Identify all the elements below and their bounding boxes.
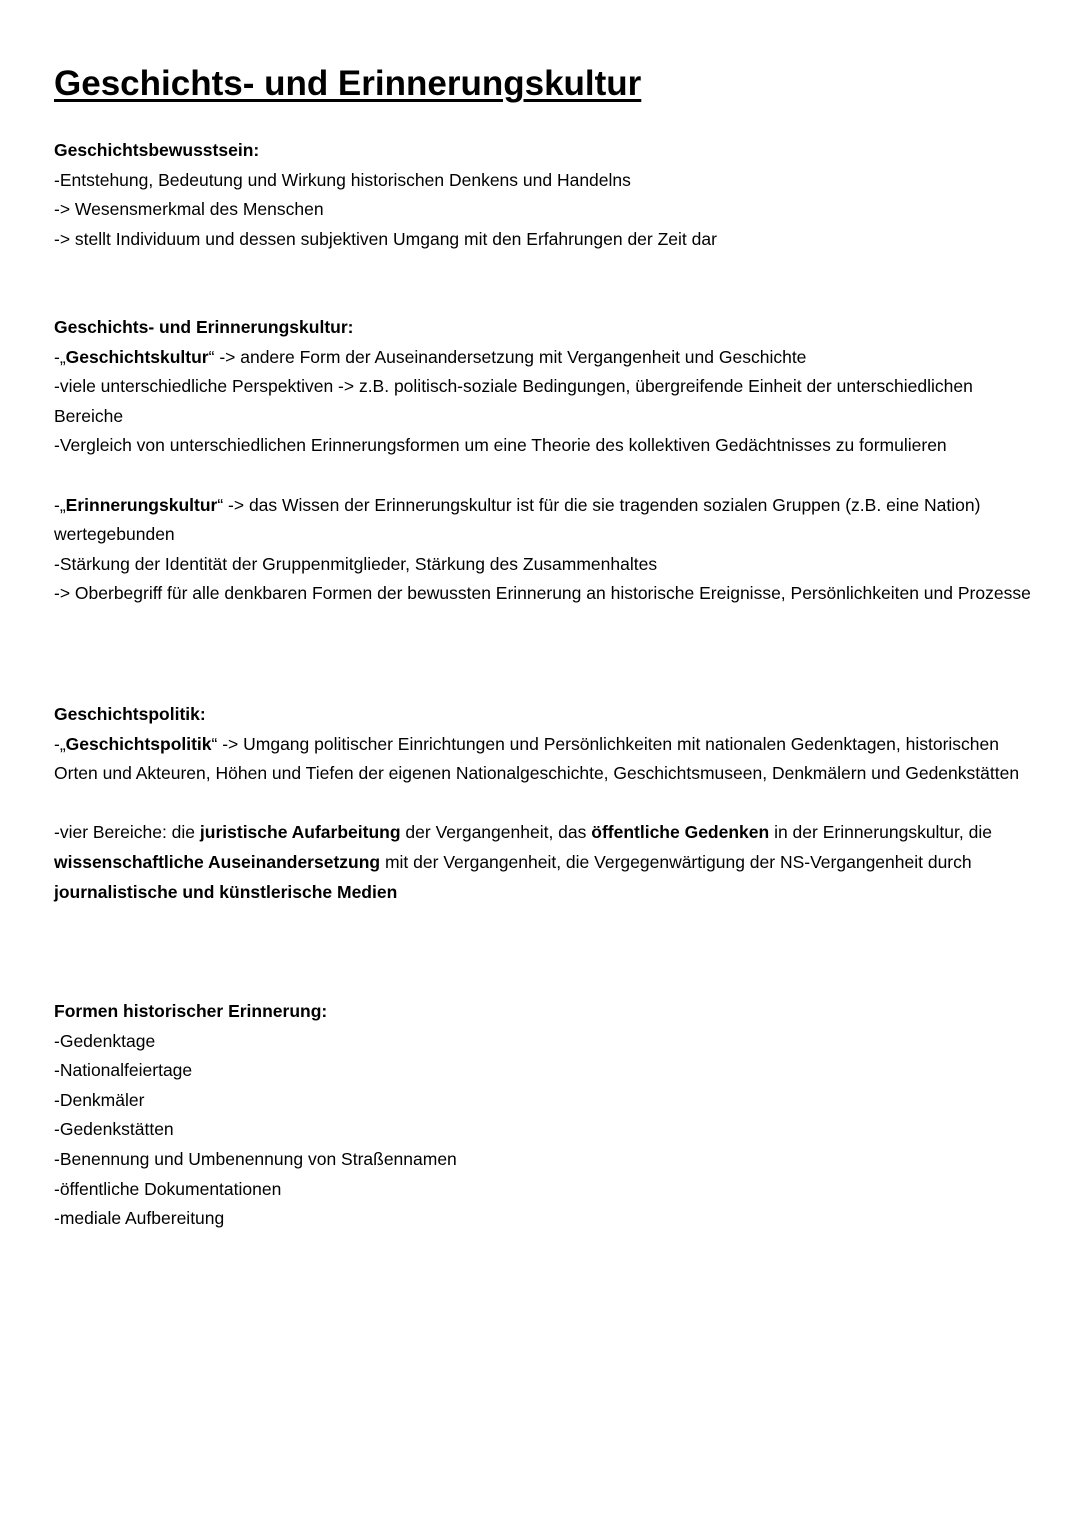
paragraph — [54, 343, 1034, 373]
text-fragment: “ -> Umgang politischer Einrichtungen und Persönlichkeiten mit nationalen Gedenktagen, historischen Orten und Akteuren, Höhen und Tiefen der eigenen Nationalgeschichte, Geschichtsmuseen, Denkmälern und Gedenkstätten — [54, 733, 1020, 784]
bold-term: wissenschaftliche Auseinandersetzung — [54, 851, 381, 872]
paragraph — [54, 818, 1034, 907]
list-item: -Gedenktage — [54, 1030, 156, 1051]
bold-term: Erinnerungskultur — [65, 494, 218, 515]
text-fragment: -vier Bereiche: die — [54, 822, 200, 843]
text-line: -Entstehung, Bedeutung und Wirkung historischen Denkens und Handelns — [54, 169, 631, 190]
list-item: -Benennung und Umbenennung von Straßennamen — [54, 1148, 457, 1169]
paragraph: -> Oberbegriff für alle denkbaren Formen der bewussten Erinnerung an historische Ereignisse, Persönlichkeiten und Prozesse — [54, 583, 1031, 604]
list-item: -Nationalfeiertage — [54, 1060, 193, 1081]
text-fragment: -„ — [54, 733, 66, 754]
section-formen-historischer-erinnerung — [54, 997, 1034, 1234]
text-fragment: mit der Vergangenheit, die Vergegenwärtigung der NS-Vergangenheit durch — [380, 851, 972, 872]
text-fragment: in der Erinnerungskultur, die — [769, 822, 992, 843]
text-line: -> Wesensmerkmal des Menschen — [54, 199, 324, 220]
section-heading: Geschichtsbewusstsein: — [54, 140, 260, 160]
list-item: -öffentliche Dokumentationen — [54, 1178, 282, 1199]
bold-term: Geschichtskultur — [65, 346, 209, 367]
list-item: -Denkmäler — [54, 1089, 145, 1110]
bold-term: journalistische und künstlerische Medien — [54, 881, 398, 902]
section-geschichtsbewusstsein — [54, 136, 1034, 254]
section-heading: Formen historischer Erinnerung: — [54, 1001, 328, 1021]
section-heading: Geschichts- und Erinnerungskultur: — [54, 317, 354, 337]
text-fragment: -„ — [54, 494, 66, 515]
text-fragment: “ -> andere Form der Auseinandersetzung mit Vergangenheit und Geschichte — [208, 346, 807, 367]
text-fragment: -„ — [54, 346, 66, 367]
paragraph: -viele unterschiedliche Perspektiven -> z.B. politisch-soziale Bedingungen, übergreifende Einheit der unterschiedlichen Bereiche — [54, 376, 973, 426]
page-title: Geschichts- und Erinnerungskultur — [54, 64, 642, 103]
text-line: -> stellt Individuum und dessen subjektiven Umgang mit den Erfahrungen der Zeit dar — [54, 228, 717, 249]
paragraph — [54, 730, 1034, 789]
text-fragment: “ -> das Wissen der Erinnerungskultur ist für die sie tragenden sozialen Gruppen (z.B. eine Nation) wertegebunden — [54, 494, 981, 545]
paragraph: -Stärkung der Identität der Gruppenmitglieder, Stärkung des Zusammenhaltes — [54, 553, 658, 574]
section-geschichts-und-erinnerungskultur — [54, 313, 1034, 609]
paragraph: -Vergleich von unterschiedlichen Erinnerungsformen um eine Theorie des kollektiven Gedächtnisses zu formulieren — [54, 435, 947, 456]
paragraph — [54, 491, 1034, 550]
bold-term: juristische Aufarbeitung — [199, 822, 401, 843]
text-fragment: der Vergangenheit, das — [400, 822, 592, 843]
list-item: -mediale Aufbereitung — [54, 1208, 225, 1229]
bold-term: Geschichtspolitik — [65, 733, 212, 754]
bold-term: öffentliche Gedenken — [591, 822, 770, 843]
list-item: -Gedenkstätten — [54, 1119, 174, 1140]
section-heading: Geschichtspolitik: — [54, 704, 206, 724]
section-geschichtspolitik — [54, 700, 1034, 907]
